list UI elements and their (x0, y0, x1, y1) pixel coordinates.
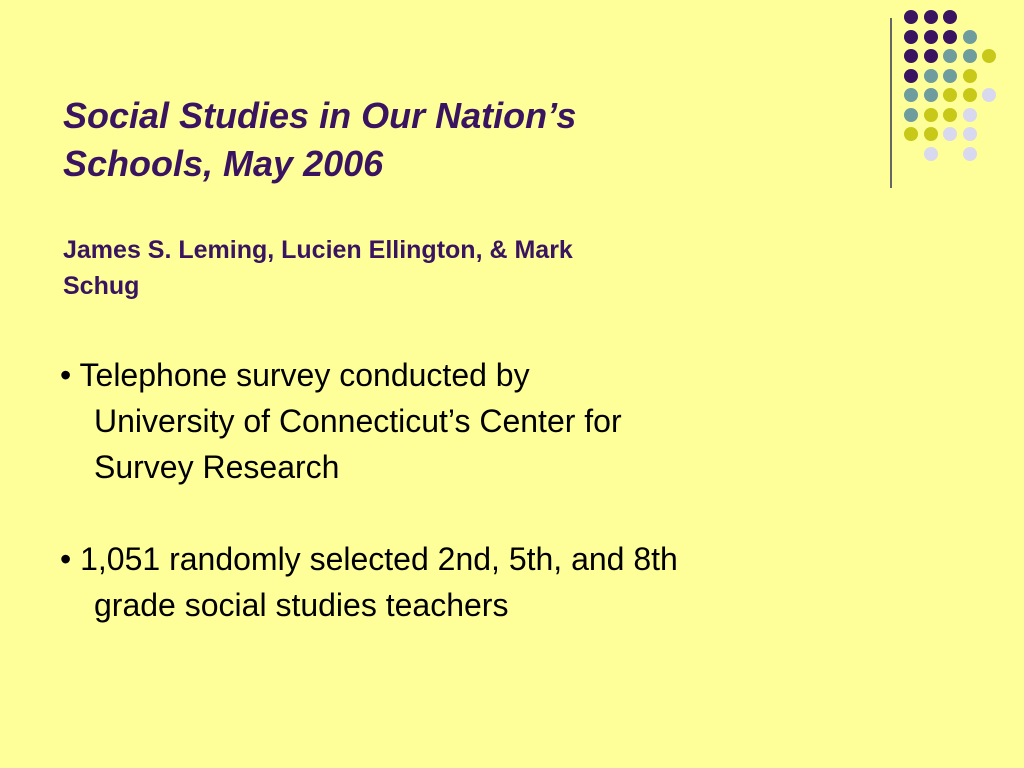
dot-purple (924, 10, 938, 24)
bullet-line: Survey Research (94, 449, 340, 485)
dot-purple (924, 30, 938, 44)
dot-olive (963, 88, 977, 102)
dot-olive (943, 88, 957, 102)
bullet-list (60, 352, 880, 674)
dot-teal (904, 108, 918, 122)
bullet-line: grade social studies teachers (94, 587, 509, 623)
dot-lavender (963, 127, 977, 141)
dot-purple (924, 49, 938, 63)
dot-teal (943, 69, 957, 83)
dot-teal (924, 69, 938, 83)
dot-purple (904, 10, 918, 24)
dot-olive (943, 108, 957, 122)
bullet-line: • Telephone survey conducted by (60, 357, 530, 393)
decorative-dot-grid (904, 10, 1014, 170)
dot-teal (924, 88, 938, 102)
dot-lavender (924, 147, 938, 161)
dot-purple (904, 49, 918, 63)
authors (63, 232, 863, 304)
dot-teal (963, 30, 977, 44)
dot-purple (943, 30, 957, 44)
dot-olive (924, 127, 938, 141)
dot-lavender (982, 88, 996, 102)
dot-olive (982, 49, 996, 63)
dot-teal (904, 88, 918, 102)
slide-title (63, 92, 863, 188)
dot-purple (904, 69, 918, 83)
title-line-1: Social Studies in Our Nation’s (63, 95, 577, 136)
title-line-2: Schools, May 2006 (63, 143, 384, 184)
bullet-item (60, 536, 880, 628)
bullet-line: • 1,051 randomly selected 2nd, 5th, and 8th (60, 541, 678, 577)
dot-lavender (963, 147, 977, 161)
dot-olive (924, 108, 938, 122)
dot-lavender (943, 127, 957, 141)
dot-olive (904, 127, 918, 141)
authors-line-1: James S. Leming, Lucien Ellington, & Mark (63, 236, 573, 264)
bullet-item (60, 352, 880, 490)
dot-purple (904, 30, 918, 44)
authors-line-2: Schug (63, 272, 140, 300)
dot-olive (963, 69, 977, 83)
dot-lavender (963, 108, 977, 122)
dot-purple (943, 10, 957, 24)
bullet-line: University of Connecticut’s Center for (94, 403, 622, 439)
dot-teal (963, 49, 977, 63)
dot-teal (943, 49, 957, 63)
vertical-divider (890, 18, 892, 188)
